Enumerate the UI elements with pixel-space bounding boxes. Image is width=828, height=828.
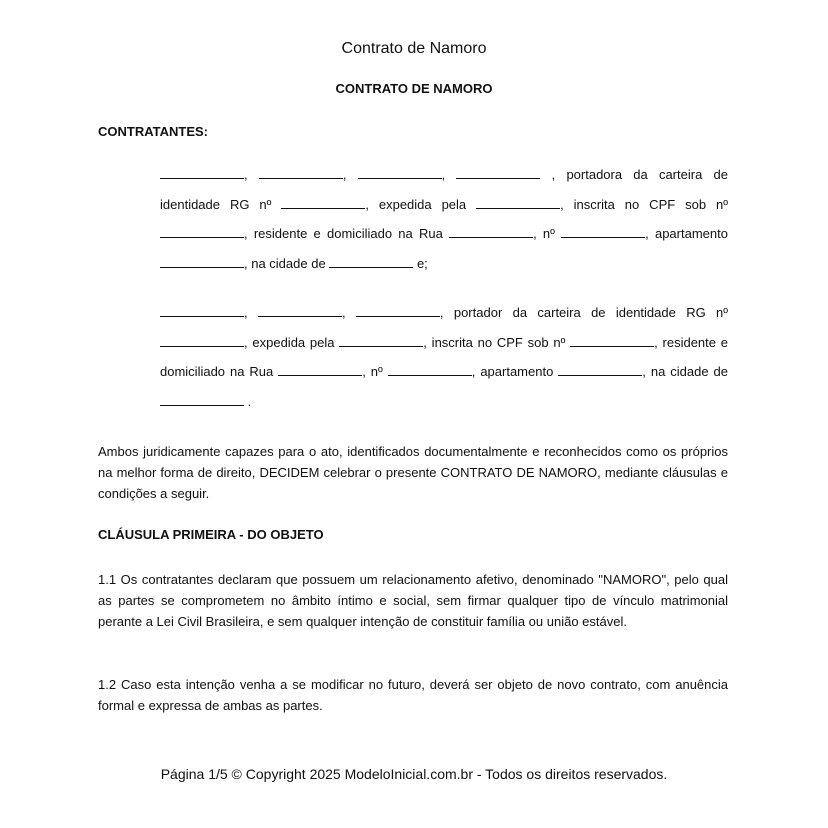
blank-field[interactable] bbox=[356, 305, 440, 317]
page-footer: Página 1/5 © Copyright 2025 ModeloInicial.com.br - Todos os direitos reservados. bbox=[160, 766, 668, 782]
party-two-block: , , , portador da carteira de identidade RG nº , expedida pela , inscrita no CPF sob nº , residente e domiciliado na Rua , nº , apartamento , na cidade de . bbox=[160, 305, 729, 409]
party-text: , expedida pela bbox=[244, 334, 335, 350]
intro-paragraph: Ambos juridicamente capazes para o ato, identificados documentalmente e reconhecidos como os próprios na melhor forma de direito, DECIDEM celebrar o presente CONTRATO DE NAMORO, mediante cláusulas e condições a seguir. bbox=[98, 444, 728, 501]
blank-field[interactable] bbox=[358, 167, 442, 179]
party-text: , inscrita no CPF sob nº bbox=[423, 334, 566, 350]
blank-field[interactable] bbox=[388, 364, 472, 376]
running-header: Contrato de Namoro bbox=[341, 40, 487, 57]
blank-field[interactable] bbox=[570, 335, 654, 347]
party-text: , expedida pela bbox=[365, 196, 467, 212]
blank-field[interactable] bbox=[160, 335, 244, 347]
blank-field[interactable] bbox=[160, 305, 244, 317]
party-text: e; bbox=[416, 255, 428, 271]
party-text: , apartamento bbox=[645, 226, 728, 241]
blank-field[interactable] bbox=[449, 226, 533, 238]
clause-one-title: CLÁUSULA PRIMEIRA - DO OBJETO bbox=[98, 527, 324, 542]
party-text: , na cidade de bbox=[244, 255, 326, 271]
clause-1-2: 1.2 Caso esta intenção venha a se modificar no futuro, deverá ser objeto de novo contrato, com anuência formal e expressa de ambas as partes. bbox=[98, 677, 728, 713]
party-text: , na cidade de bbox=[642, 364, 728, 379]
party-text: , nº bbox=[533, 226, 555, 241]
party-text: . bbox=[247, 393, 252, 409]
parties-label: CONTRATANTES: bbox=[98, 124, 209, 139]
party-text: , apartamento bbox=[471, 364, 554, 379]
document-title: CONTRATO DE NAMORO bbox=[335, 81, 493, 96]
party-text: , nº bbox=[362, 364, 383, 379]
blank-field[interactable] bbox=[278, 364, 362, 376]
blank-field[interactable] bbox=[258, 305, 342, 317]
blank-field[interactable] bbox=[456, 167, 540, 179]
blank-field[interactable] bbox=[329, 256, 413, 268]
blank-field[interactable] bbox=[160, 167, 244, 179]
party-text: , residente e domiciliado na Rua bbox=[244, 226, 443, 241]
blank-field[interactable] bbox=[561, 226, 645, 238]
blank-field[interactable] bbox=[558, 364, 642, 376]
party-one-block: , , , , portadora da carteira de identidade RG nº , expedida pela , inscrita no CPF sob nº , residente e domiciliado na Rua , nº , apartamento , na cidade de e; bbox=[160, 167, 728, 271]
clause-1-1: 1.1 Os contratantes declaram que possuem um relacionamento afetivo, denominado "NAMORO", pelo qual as partes se comprometem no âmbito íntimo e social, sem firmar qualquer tipo de vínculo matrimonial perante a Lei Civil Brasileira, e sem qualquer intenção de constituir família ou união estável. bbox=[98, 572, 728, 629]
party-text: , inscrita no CPF sob nº bbox=[560, 196, 728, 212]
blank-field[interactable] bbox=[160, 394, 244, 406]
party-text: , portador da carteira de identidade RG nº bbox=[439, 305, 728, 320]
party-text: , residente e domiciliado na Rua bbox=[160, 334, 729, 379]
blank-field[interactable] bbox=[160, 256, 244, 268]
blank-field[interactable] bbox=[339, 335, 423, 347]
blank-field[interactable] bbox=[259, 167, 343, 179]
blank-field[interactable] bbox=[160, 226, 244, 238]
blank-field[interactable] bbox=[281, 197, 365, 209]
party-text: , portadora da carteira de identidade RG nº bbox=[160, 167, 728, 212]
blank-field[interactable] bbox=[476, 197, 560, 209]
